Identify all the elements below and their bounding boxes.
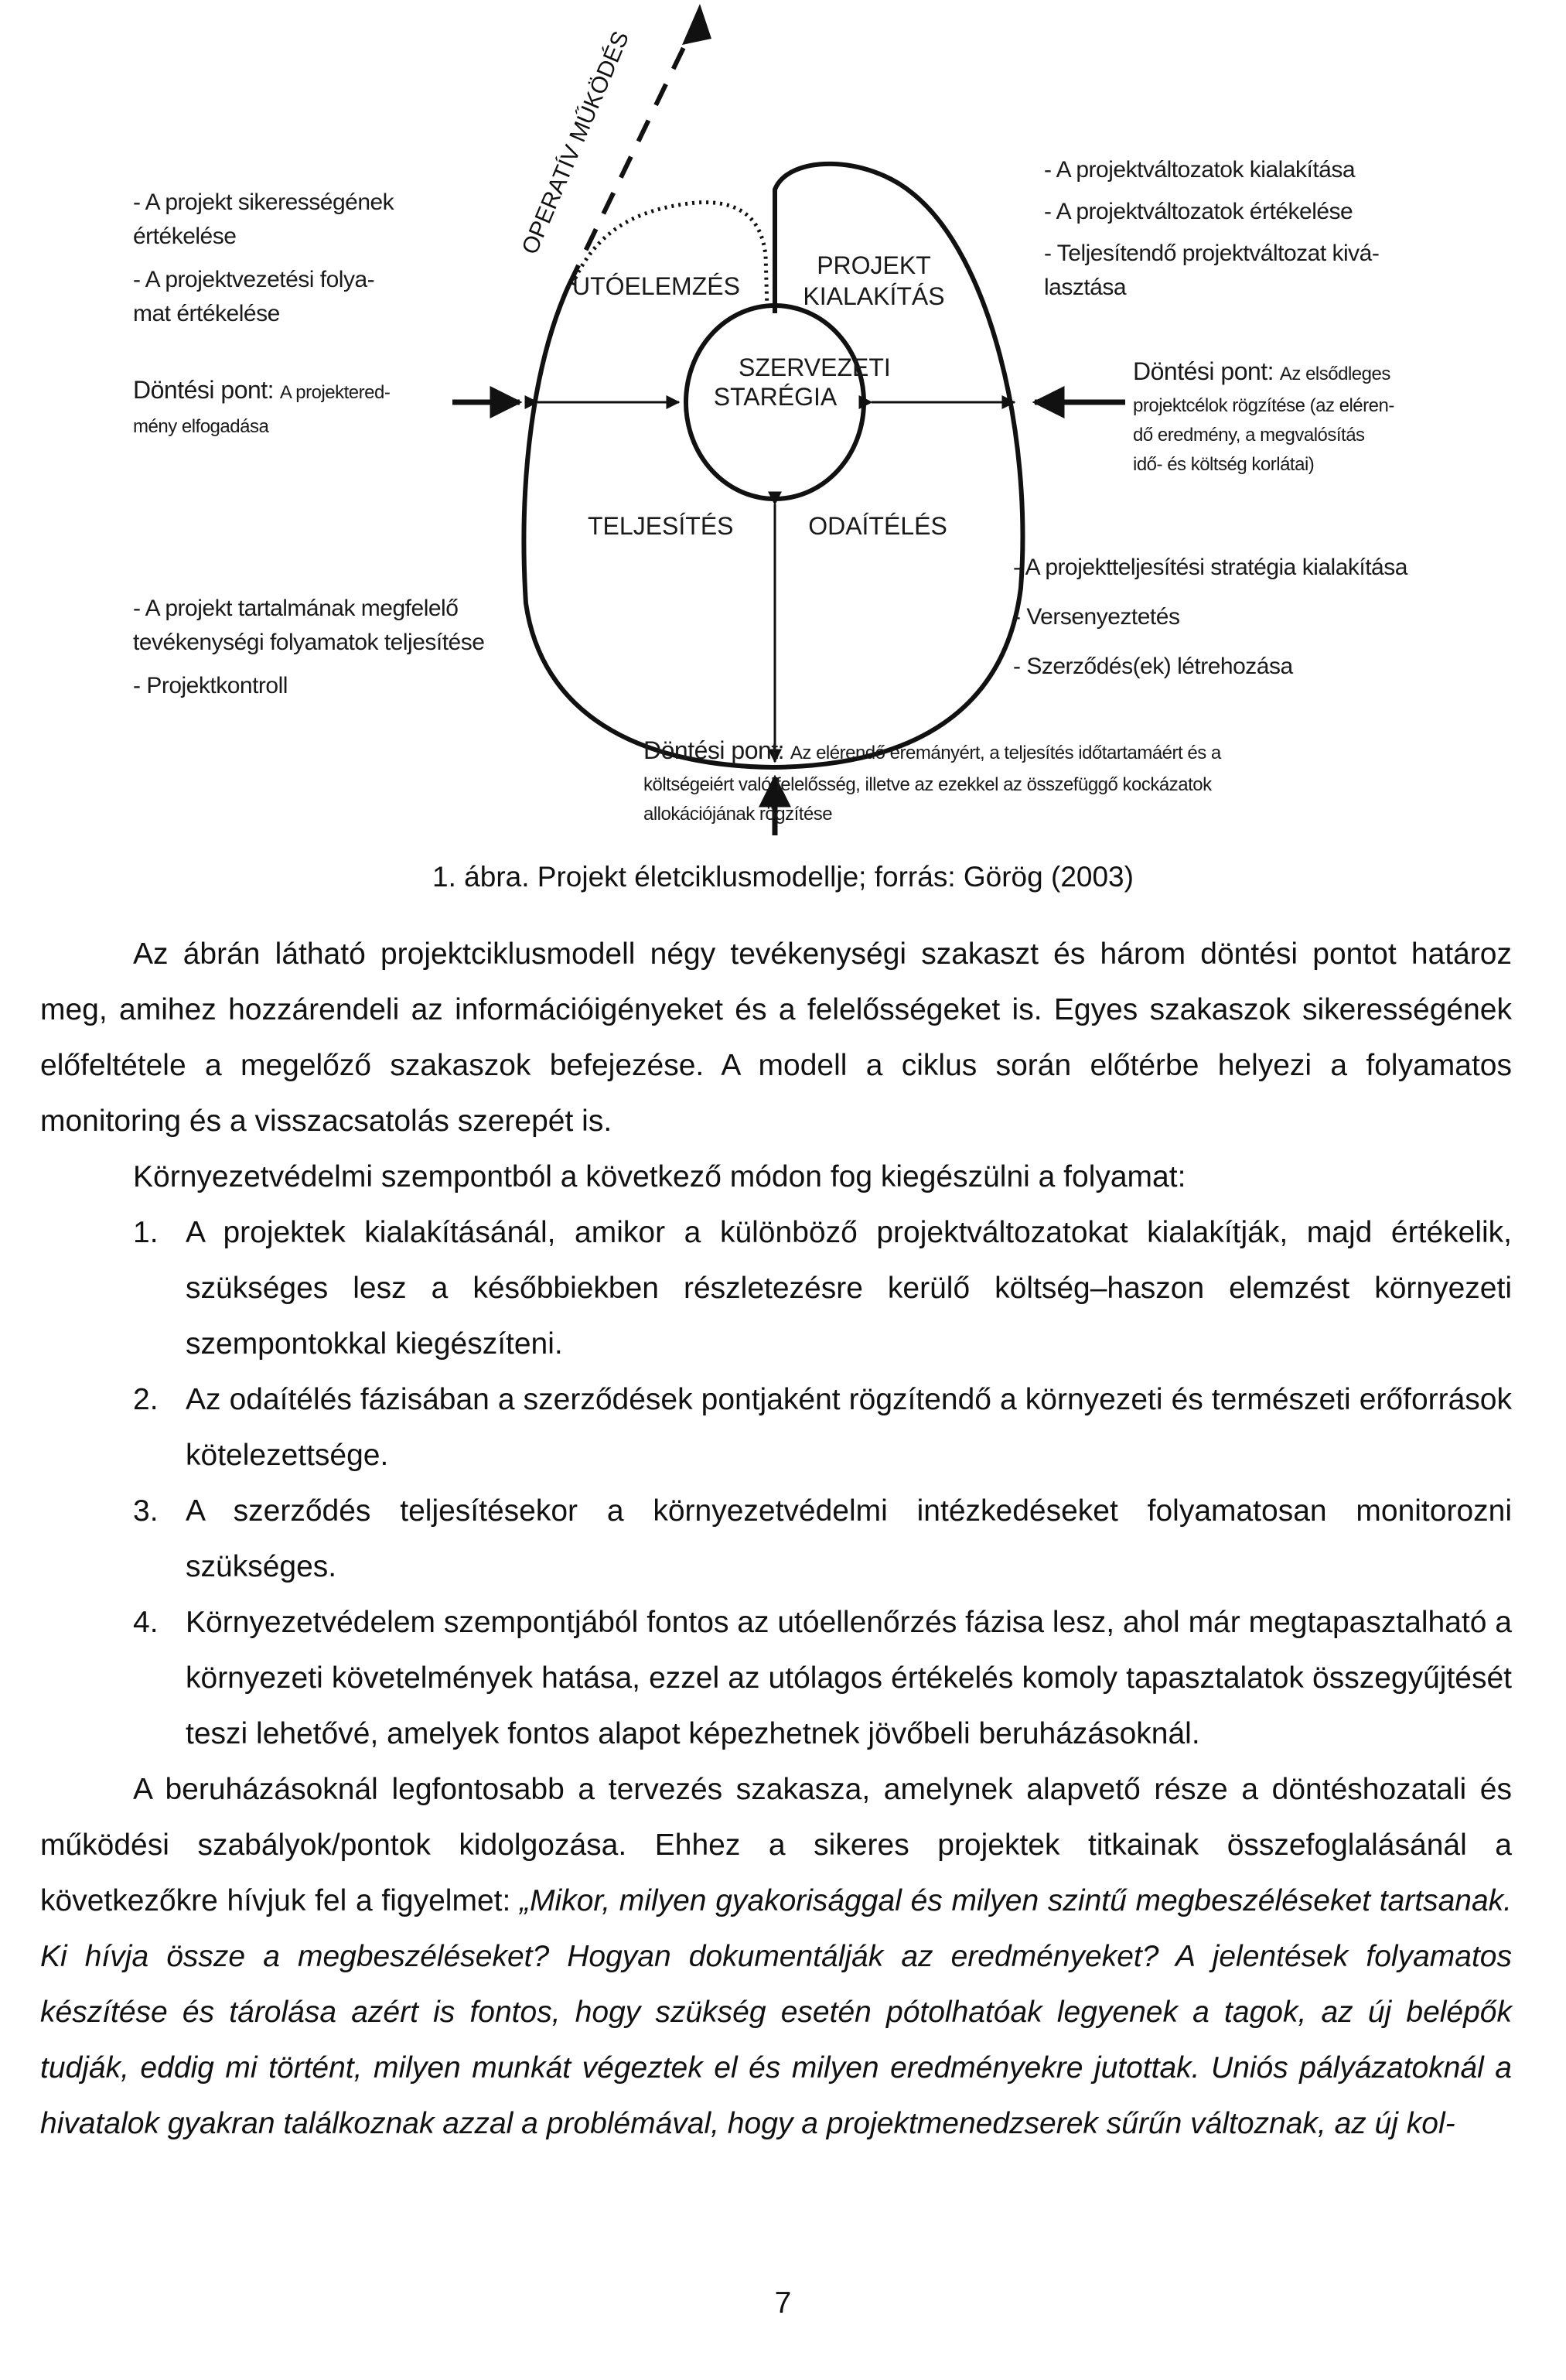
decision-text: költségeiért való felelősség, illetve az ezekkel az összefüggő kockázatok [643, 774, 1212, 795]
operative-dashed-arrow [568, 14, 700, 286]
note-line: - A projektváltozatok értékelése [1044, 199, 1353, 224]
numbered-list [40, 1205, 1512, 1762]
note-line: - Projektkontroll [133, 673, 288, 698]
decision-lead: Döntési pont: [1133, 357, 1274, 385]
decision-text: Az elérendő eremányért, a teljesítés időtartamáért és a [790, 743, 1221, 763]
list-item [40, 1595, 1512, 1762]
phase-utoelemzes: UTÓELEMZÉS [572, 272, 740, 300]
paragraph-3 [40, 1762, 1512, 2152]
bottom-right-notes [1013, 551, 1407, 684]
operative-arrowhead [682, 4, 711, 45]
paragraph-1: Az ábrán látható projektciklusmodell négy tevékenységi szakaszt és három döntési pontot határoz meg, amihez hozzárendeli az információigényeket és a felelősségeket is. Egyes szakaszok sikerességének előfeltétele a megelőző szakaszok befejezése. A modell a ciklus során előtérbe helyezi a folyamatos monitoring és a visszacsatolás szerepét is. [40, 937, 1512, 1138]
note-line: mat értékelése [133, 301, 280, 326]
list-number: 1. [133, 1216, 159, 1249]
paragraph-3-quote: „Mikor, milyen gyakorisággal és milyen szintű megbeszéléseket tartsanak. Ki hívja össze a megbeszéléseket? Hogyan dokumentálják az eredményeket? A jelentések folyamatos készítése és tárolása azért is fontos, hogy szükség esetén pótolhatóak legyenek a tagok, az új belépők tudják, eddig mi történt, milyen munkát végeztek el és milyen eredményekre jutottak. Uniós pályázatoknál a hivatalok gyakran találkoznak azzal a problémával, hogy a projektmenedzserek sűrűn változnak, az új kol- [40, 1884, 1513, 2140]
center-label-line: SZERVEZETI [739, 353, 891, 381]
decision-lead: Döntési pont: [643, 736, 785, 764]
note-line: - Versenyeztetés [1013, 604, 1180, 630]
center-label-line: STARÉGIA [713, 383, 838, 411]
note-line: - Szerződés(ek) létrehozása [1013, 654, 1293, 679]
decision-text: mény elfogadása [133, 416, 269, 437]
phase-odaiteles: ODAÍTÉLÉS [808, 512, 947, 540]
decision-text: idő- és költség korlátai) [1133, 454, 1315, 475]
decision-text: allokációjának rögzítése [643, 804, 833, 825]
bottom-left-notes [133, 592, 484, 703]
center-strategy-label-2 [688, 374, 862, 412]
top-left-notes [133, 186, 394, 331]
operative-label: OPERATÍV MŰKÖDÉS [517, 27, 635, 258]
paragraph-3-normal: A beruházásoknál legfontosabb a tervezés szakasza, amelynek alapvető része a döntéshozatali és működési szabályok/pontok kidolgozása. Ehhez a sikeres projektek titkainak összefoglalásánál a következőkre hívjuk fel a figyelmet: [40, 1773, 1512, 1917]
phase-projekt-kialakitas [797, 250, 951, 312]
note-line: - A projekt sikerességének [133, 190, 394, 215]
bottom-decision-point [643, 733, 1221, 829]
list-item [40, 1484, 1512, 1595]
top-right-notes [1044, 153, 1379, 305]
note-line: - A projektváltozatok kialakítása [1044, 157, 1356, 183]
list-text: A projektek kialakításánál, amikor a különböző projektváltozatokat kialakítják, majd értékelik, szükséges lesz a későbbiekben részletezésre kerülő költség–haszon elemzést környezeti szempontokkal kiegészíteni. [186, 1216, 1512, 1361]
list-number: 3. [133, 1494, 159, 1528]
note-line: - Teljesítendő projektváltozat kivá- [1044, 241, 1380, 266]
note-line: tevékenységi folyamatok teljesítése [133, 630, 485, 655]
phase-line: KIALAKÍTÁS [803, 282, 945, 310]
note-line: - A projektvezetési folya- [133, 267, 375, 292]
decision-text: projektcélok rögzítése (az eléren- [1133, 395, 1394, 416]
list-number: 2. [133, 1383, 159, 1416]
decision-text: dő eredmény, a megvalósítás [1133, 425, 1365, 446]
note-line: lasztása [1044, 275, 1127, 300]
note-line: - A projektteljesítési stratégia kialakítása [1013, 555, 1407, 580]
list-item [40, 1372, 1512, 1484]
phase-line: PROJEKT [817, 251, 931, 279]
project-lifecycle-diagram [0, 0, 1566, 835]
list-text: Környezetvédelem szempontjából fontos az utóellenőrzés fázisa lesz, ahol már megtapasztalható a környezeti követelmények hatása, ezzel az utólagos értékelés komoly tapasztalatok összegyűjtését teszi lehetővé, amelyek fontos alapot képezhetnek jövőbeli beruházásoknál. [186, 1606, 1512, 1750]
list-number: 4. [133, 1606, 159, 1639]
left-decision-point [133, 373, 390, 444]
note-line: - A projekt tartalmának megfelelő [133, 596, 459, 621]
list-text: Az odaítélés fázisában a szerződések pontjaként rögzítendő a környezeti és természeti erőforrások kötelezettsége. [186, 1383, 1512, 1472]
paragraph-2: Környezetvédelmi szempontból a következő módon fog kiegészülni a folyamat: [133, 1160, 1186, 1193]
decision-text: A projektered- [279, 382, 391, 403]
body-text [40, 927, 1512, 2152]
right-decision-point [1133, 354, 1394, 480]
decision-lead: Döntési pont: [133, 376, 275, 404]
figure-caption: 1. ábra. Projekt életciklusmodellje; forrás: Görög (2003) [432, 861, 1134, 893]
page-number: 7 [774, 2286, 792, 2320]
phase-teljesites: TELJESÍTÉS [588, 512, 734, 540]
list-item [40, 1205, 1512, 1372]
decision-text: Az elsődleges [1279, 364, 1390, 384]
list-text: A szerződés teljesítésekor a környezetvédelmi intézkedéseket folyamatosan monitorozni szükséges. [186, 1494, 1512, 1583]
note-line: értékelése [133, 224, 237, 249]
